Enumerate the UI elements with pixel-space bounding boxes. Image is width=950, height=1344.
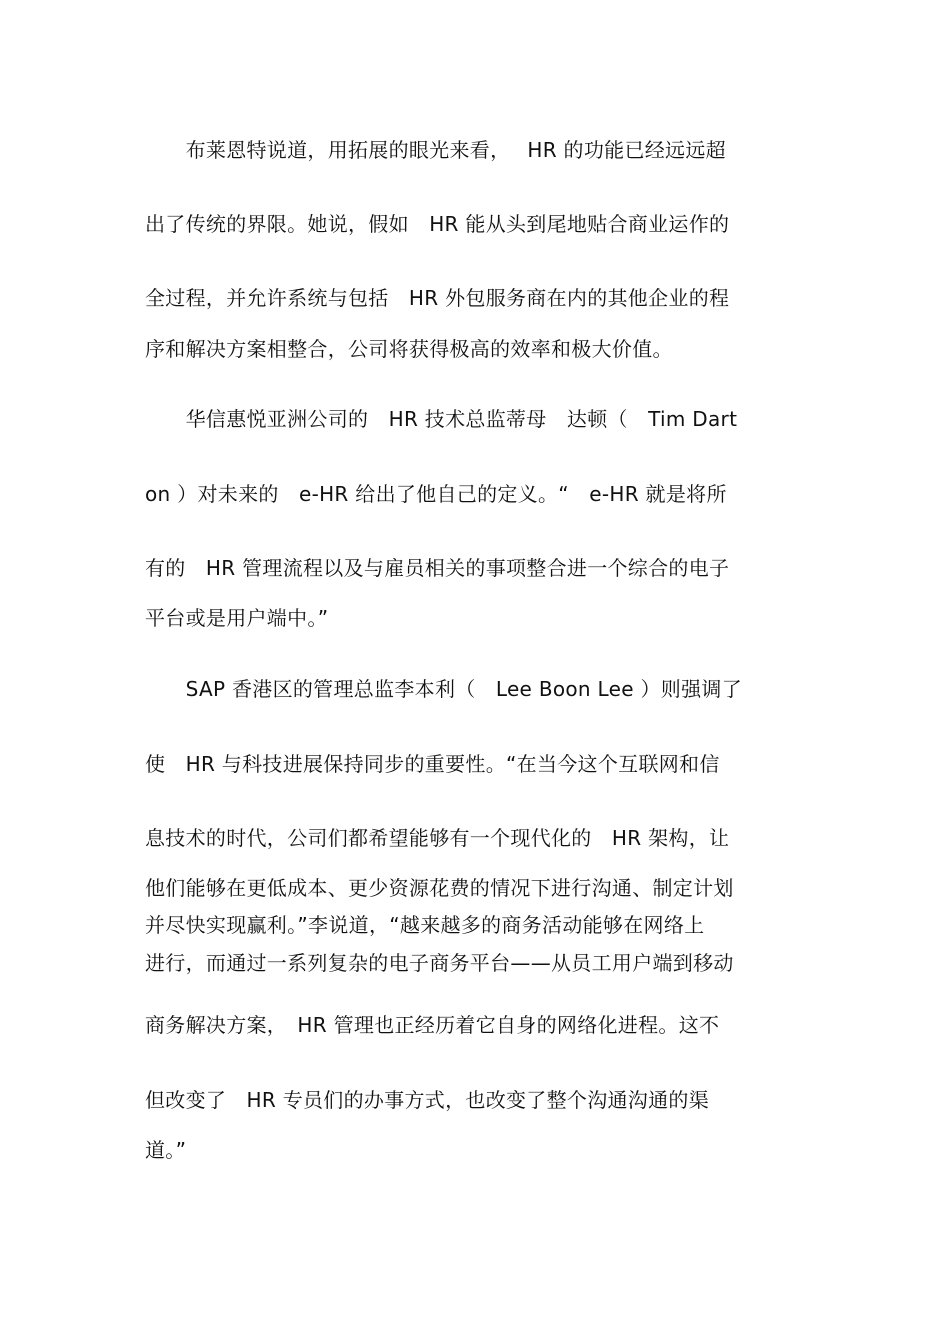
text-line: 商务解决方案， HR 管理也正经历着它自身的网络化进程。这不 [145,1013,720,1037]
text-line: 序和解决方案相整合，公司将获得极高的效率和极大价值。 [145,337,673,361]
text-line: 他们能够在更低成本、更少资源花费的情况下进行沟通、制定计划 [145,876,734,900]
text-line: on ）对未来的 e-HR 给出了他自己的定义。“ e-HR 就是将所 [145,482,727,506]
text-line: 道。” [145,1138,187,1162]
text-line: 并尽快实现赢利。”李说道，“越来越多的商务活动能够在网络上 [145,913,705,937]
text-line: 但改变了 HR 专员们的办事方式，也改变了整个沟通沟通的渠 [145,1088,709,1112]
text-line: SAP 香港区的管理总监李本利（ Lee Boon Lee ）则强调了 [145,677,743,701]
text-line: 布莱恩特说道，用拓展的眼光来看， HR 的功能已经远远超 [145,138,726,162]
text-line: 平台或是用户端中。” [145,606,329,630]
text-line: 使 HR 与科技进展保持同步的重要性。“在当今这个互联网和信 [145,752,720,776]
text-line: 进行，而通过一系列复杂的电子商务平台——从员工用户端到移动 [145,951,734,975]
text-line: 全过程，并允许系统与包括 HR 外包服务商在内的其他企业的程 [145,286,730,310]
text-line: 出了传统的界限。她说，假如 HR 能从头到尾地贴合商业运作的 [145,212,730,236]
text-line: 华信惠悦亚洲公司的 HR 技术总监蒂母 达顿（ Tim Dart [145,407,738,431]
text-line: 有的 HR 管理流程以及与雇员相关的事项整合进一个综合的电子 [145,556,730,580]
text-line: 息技术的时代，公司们都希望能够有一个现代化的 HR 架构，让 [145,826,730,850]
